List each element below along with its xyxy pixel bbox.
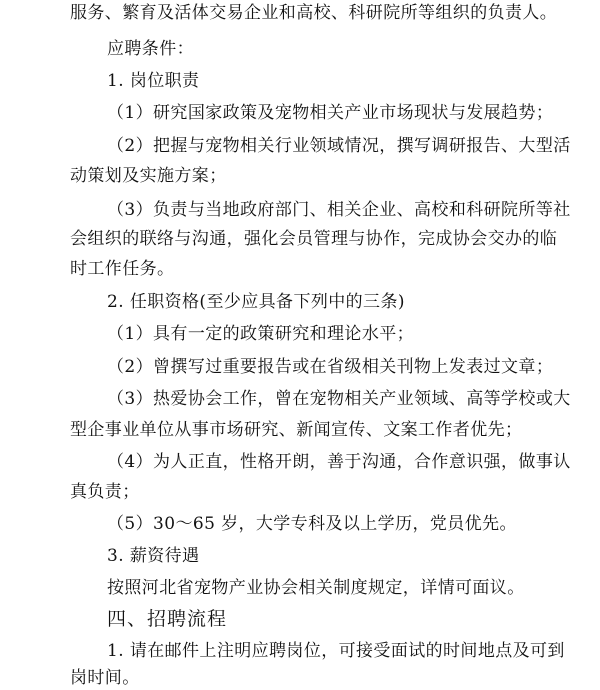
list-item-continuation: 岗时间。 bbox=[70, 668, 140, 688]
list-item-continuation: 会组织的联络与沟通，强化会员管理与协作，完成协会交办的临 bbox=[70, 229, 558, 249]
section-heading: 四、招聘流程 bbox=[107, 608, 228, 630]
list-item: （3）热爱协会工作，曾在宠物相关产业领域、高等学校或大 bbox=[107, 389, 571, 409]
subsection-heading: 1. 岗位职责 bbox=[107, 71, 200, 91]
list-item: 1. 请在邮件上注明应聘岗位，可接受面试的时间地点及可到 bbox=[107, 641, 565, 661]
subsection-heading: 2. 任职资格(至少应具备下列中的三条) bbox=[107, 292, 405, 312]
list-item: （5）30～65 岁，大学专科及以上学历，党员优先。 bbox=[107, 514, 517, 534]
list-item-continuation: 型企事业单位从事市场研究、新闻宣传、文案工作者优先； bbox=[70, 420, 523, 440]
list-item: （1）具有一定的政策研究和理论水平； bbox=[107, 324, 415, 344]
text-line: 按照河北省宠物产业协会相关制度规定，详情可面议。 bbox=[107, 578, 525, 598]
list-item: （2）把握与宠物相关行业领域情况，撰写调研报告、大型活 bbox=[107, 136, 571, 156]
list-item-continuation: 动策划及实施方案； bbox=[70, 166, 227, 186]
subsection-heading: 3. 薪资待遇 bbox=[107, 546, 200, 566]
section-label: 应聘条件： bbox=[107, 39, 194, 59]
list-item: （3）负责与当地政府部门、相关企业、高校和科研院所等社 bbox=[107, 200, 571, 220]
list-item: （4）为人正直，性格开朗，善于沟通，合作意识强，做事认 bbox=[107, 452, 571, 472]
list-item: （2）曾撰写过重要报告或在省级相关刊物上发表过文章； bbox=[107, 357, 554, 377]
list-item-continuation: 真负责； bbox=[70, 482, 140, 502]
list-item: （1）研究国家政策及宠物相关产业市场现状与发展趋势； bbox=[107, 103, 554, 123]
text-line: 服务、繁育及活体交易企业和高校、科研院所等组织的负责人。 bbox=[70, 3, 558, 23]
list-item-continuation: 时工作任务。 bbox=[70, 259, 175, 279]
